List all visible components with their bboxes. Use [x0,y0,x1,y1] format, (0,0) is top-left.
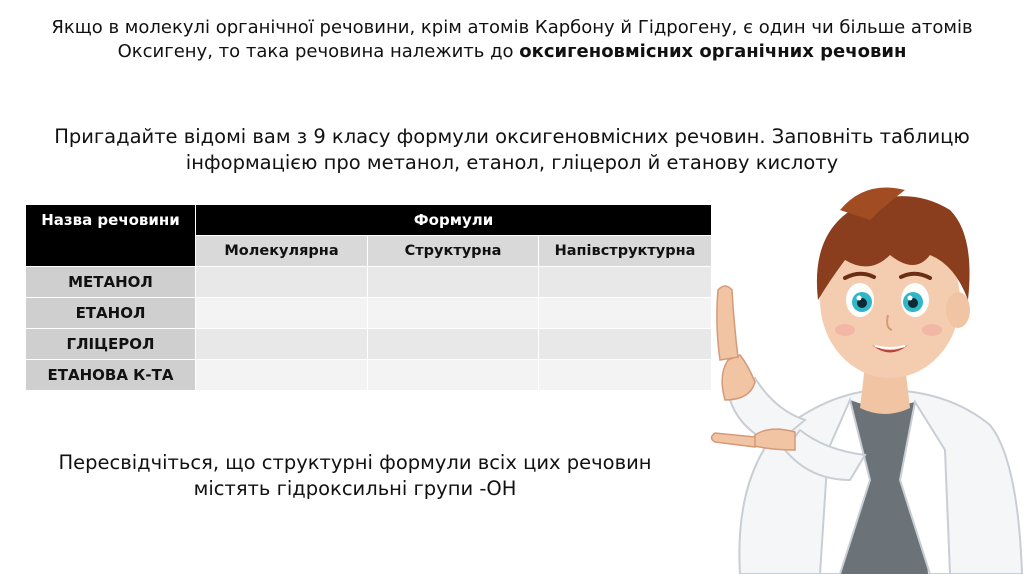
table-cell[interactable] [368,360,539,391]
table-cell[interactable] [539,267,712,298]
scientist-boy-pointing-icon [700,150,1024,574]
row-label-methanol: МЕТАНОЛ [26,267,196,298]
intro-plain: Якщо в молекулі органічної речовини, крім атомів Карбону й Гідрогену, є один чи більше атомів Оксигену, то така речовина належить до [51,17,973,62]
table-row [26,298,712,329]
row-label-ethanoic-acid: ЕТАНОВА К-ТА [26,360,196,391]
note-text [30,450,680,502]
subheader-semistructural: Напівструктурна [539,236,712,267]
table-cell[interactable] [539,360,712,391]
table-row [26,267,712,298]
table-cell[interactable] [196,298,368,329]
table-cell[interactable] [368,298,539,329]
table-cell[interactable] [539,329,712,360]
table-row [26,329,712,360]
row-label-glycerol: ГЛІЦЕРОЛ [26,329,196,360]
note-line-2: містять гідроксильні групи -ОН [193,477,517,500]
header-formulas: Формули [196,205,712,236]
table-cell[interactable] [196,329,368,360]
intro-bold: оксигеновмісних органічних речовин [519,41,907,62]
formulas-table [25,204,712,391]
subheader-molecular: Молекулярна [196,236,368,267]
header-substance-name: Назва речовини [26,205,196,267]
task-text: Пригадайте відомі вам з 9 класу формули оксигеновмісних речовин. Заповніть таблицю інформацією про метанол, етанол, гліцерол й етанову кислоту [54,125,970,174]
note-line-1: Пересвідчіться, що структурні формули всіх цих речовин [58,451,652,474]
intro-text [20,16,1004,64]
table-cell[interactable] [368,329,539,360]
table-cell[interactable] [196,267,368,298]
table-cell[interactable] [196,360,368,391]
table-cell[interactable] [368,267,539,298]
table-cell[interactable] [539,298,712,329]
table-row [26,360,712,391]
row-label-ethanol: ЕТАНОЛ [26,298,196,329]
subheader-structural: Структурна [368,236,539,267]
